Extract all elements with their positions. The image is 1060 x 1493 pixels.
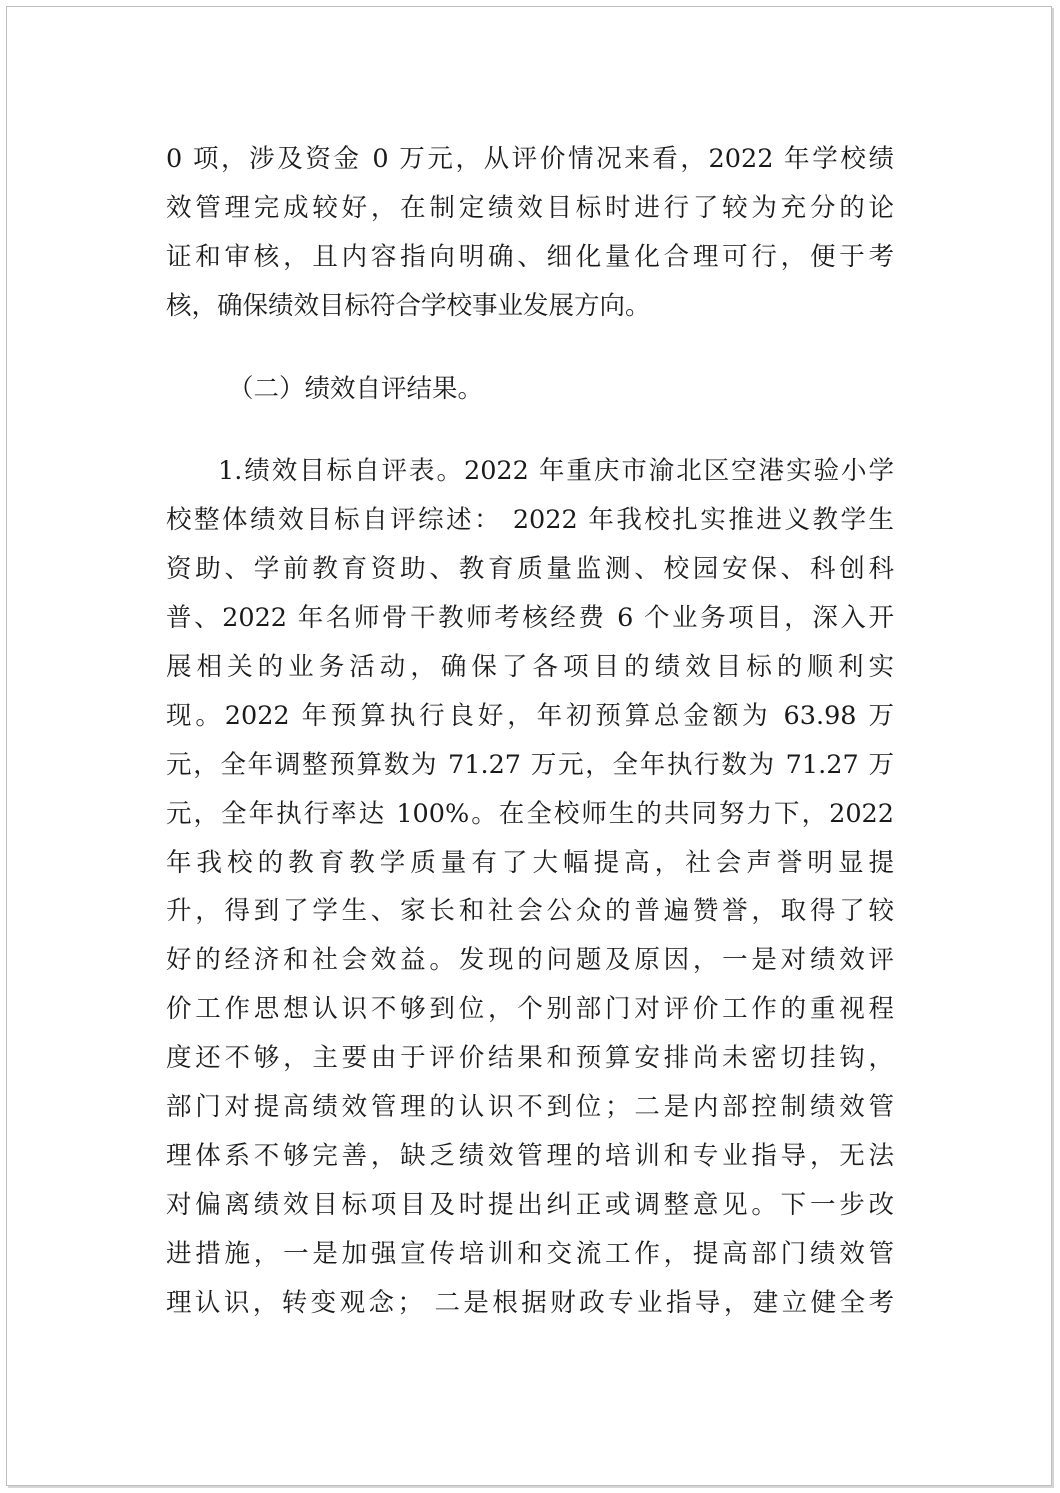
paragraph-spacer — [166, 331, 894, 365]
text-line: 资助、学前教育资助、教育质量监测、校园安保、科创科 — [166, 554, 894, 585]
section-heading: （二）绩效自评结果。 — [228, 373, 484, 404]
text-line: 部门对提高绩效管理的认识不到位；二是内部控制绩效管 — [166, 1092, 894, 1123]
text-line: 升，得到了学生、家长和社会公众的普遍赞誉，取得了较 — [166, 896, 894, 927]
paragraph-1 — [166, 135, 894, 331]
paragraph-2 — [166, 447, 894, 1327]
text-line: 对偏离绩效目标项目及时提出纠正或调整意见。下一步改 — [166, 1189, 894, 1220]
text-line: 好的经济和社会效益。发现的问题及原因，一是对绩效评 — [166, 945, 894, 976]
text-line: 效管理完成较好，在制定绩效目标时进行了较为充分的论 — [166, 192, 894, 223]
text-line: 理体系不够完善，缺乏绩效管理的培训和专业指导，无法 — [166, 1140, 894, 1171]
text-line: 元，全年执行率达 100%。在全校师生的共同努力下，2022 — [166, 798, 894, 829]
text-line: 度还不够，主要由于评价结果和预算安排尚未密切挂钩， — [166, 1043, 894, 1074]
text-line: 1.绩效目标自评表。2022 年重庆市渝北区空港实验小学 — [218, 456, 894, 487]
text-line: 元，全年调整预算数为 71.27 万元，全年执行数为 71.27 万 — [166, 749, 894, 780]
text-line: 展相关的业务活动，确保了各项目的绩效目标的顺利实 — [166, 652, 894, 683]
text-line: 现。2022 年预算执行良好，年初预算总金额为 63.98 万 — [166, 700, 894, 731]
text-line: 价工作思想认识不够到位，个别部门对评价工作的重视程 — [166, 994, 894, 1025]
text-line: 核，确保绩效目标符合学校事业发展方向。 — [166, 290, 651, 321]
text-line: 0 项，涉及资金 0 万元，从评价情况来看，2022 年学校绩 — [166, 144, 894, 174]
text-line: 理认识，转变观念； 二是根据财政专业指导，建立健全考 — [166, 1287, 894, 1318]
document-body — [166, 135, 894, 1327]
text-line: 校整体绩效目标自评综述： 2022 年我校扎实推进义教学生 — [166, 505, 894, 536]
text-line: 年我校的教育教学质量有了大幅提高，社会声誉明显提 — [166, 847, 894, 878]
text-line: 进措施，一是加强宣传培训和交流工作，提高部门绩效管 — [166, 1238, 894, 1269]
text-line: 证和审核，且内容指向明确、细化量化合理可行，便于考 — [166, 241, 894, 272]
paragraph-spacer — [166, 413, 894, 447]
text-line: 普、2022 年名师骨干教师考核经费 6 个业务项目，深入开 — [166, 603, 894, 634]
